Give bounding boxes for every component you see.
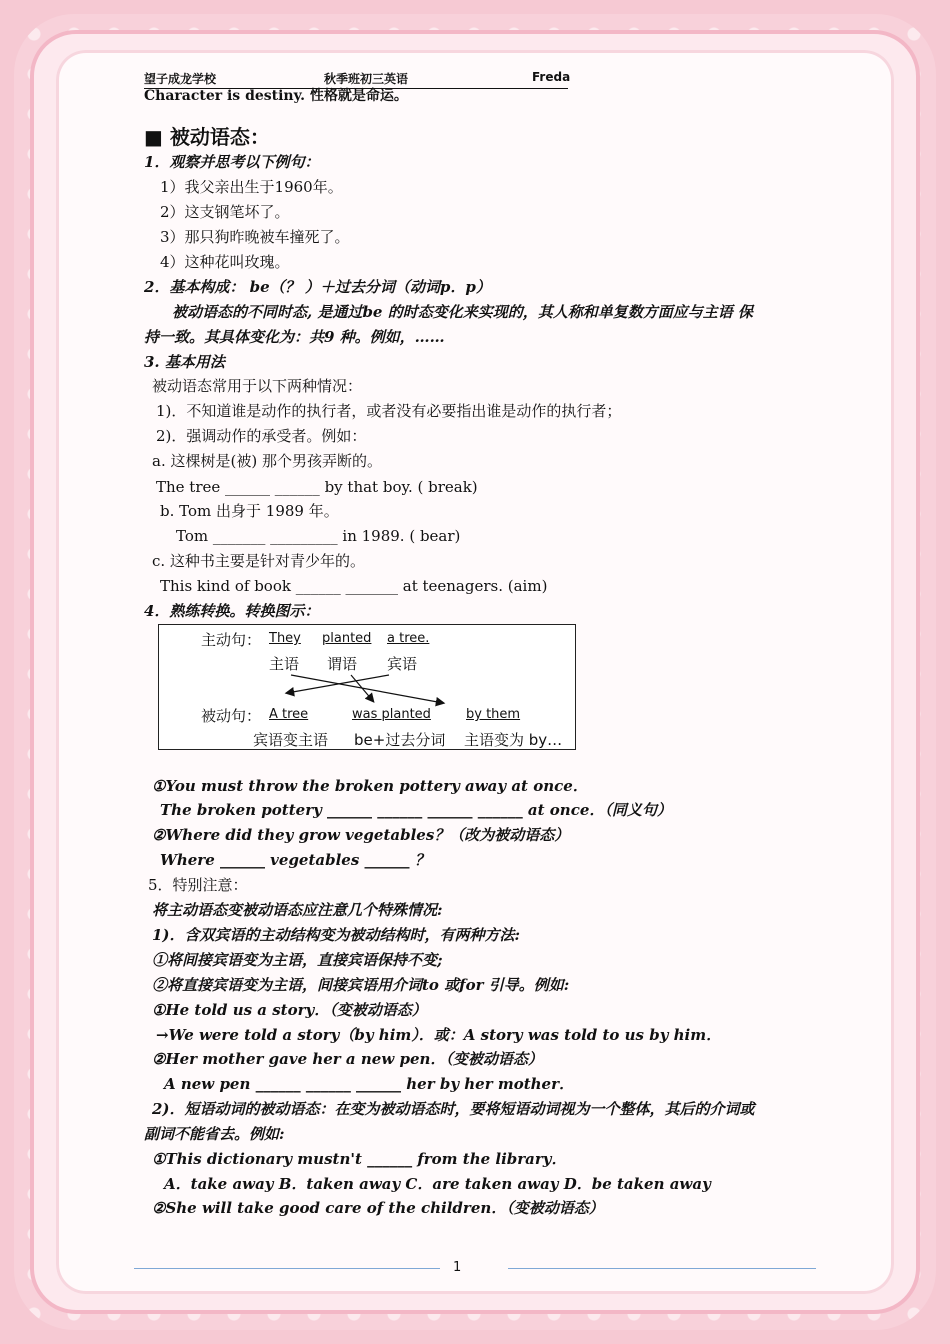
line-8: 持一致。其具体变化为：共9 种。例如，…… [144,328,445,346]
line-20: ①You must throw the broken pottery away at once． [152,777,588,795]
line-34: 副词不能省去。例如: [144,1125,285,1143]
line-36: A．take away B．taken away C．are taken away D．be taken away [164,1175,711,1193]
line-25: 将主动语态变被动语态应注意几个特殊情况: [152,901,443,919]
line-33: 2)．短语动词的被动语态：在变为被动语态时，要将短语动词视为一个整体，其后的介词或 [152,1100,755,1118]
section-title: ■ 被动语态： [144,125,270,149]
active-label: 主动句： [201,631,262,649]
conversion-diagram [158,624,576,750]
line-6: 2．基本构成： be（？ ）＋过去分词（动词p．p） [144,278,491,296]
passive-label: 被动句： [201,707,262,725]
header-teacher: Freda [532,70,571,84]
line-14: The tree ______ ______ by that boy. ( break) [156,478,478,496]
line-7: 被动语态的不同时态, 是通过be 的时态变化来实现的，其人称和单复数方面应与主语 保 [172,303,753,321]
line-17: c. 这种书主要是针对青少年的。 [152,552,365,570]
line-2: 1）我父亲出生于1960年。 [160,178,343,196]
active-word-object: a tree. [387,631,430,646]
passive-word-verb: was planted [352,707,431,722]
line-12: 2)．强调动作的承受者。例如： [156,427,367,445]
role-verb: 谓语 [327,655,358,673]
line-23: Where ______ vegetables ______ ？ [160,851,430,869]
header-school: 望子成龙学校 [144,72,217,86]
line-27: ①将间接宾语变为主语，直接宾语保持不变; [152,951,443,969]
line-11: 1)．不知道谁是动作的执行者，或者没有必要指出谁是动作的执行者； [156,402,622,420]
line-18: This kind of book ______ _______ at teenagers. (aim) [160,577,548,595]
header-course: 秋季班初三英语 [324,72,409,86]
passive-word-subject: A tree [269,707,309,722]
line-37: ②She will take good care of the children．（变被动语态） [152,1199,604,1217]
line-24: 5．特别注意： [148,876,248,894]
role-object: 宾语 [387,655,418,673]
passive-note-verb: be+过去分词 [354,731,446,749]
line-19: 4．熟练转换。转换图示： [144,602,320,620]
motto: Character is destiny. 性格就是命运。 [144,88,408,104]
line-26: 1)．含双宾语的主动结构变为被动结构时，有两种方法: [152,926,521,944]
line-29: ①He told us a story．（变被动语态） [152,1001,427,1019]
line-15: b. Tom 出身于 1989 年。 [160,502,339,520]
page-number: 1 [453,1260,462,1275]
line-4: 3）那只狗昨晚被车撞死了。 [160,228,350,246]
line-32: A new pen ______ ______ ______ her by her mother． [164,1075,575,1093]
line-9: 3. 基本用法 [144,353,225,371]
footer-rule-left [134,1268,440,1269]
line-31: ②Her mother gave her a new pen．（变被动语态） [152,1050,543,1068]
line-21: The broken pottery ______ ______ ______ ______ at once．（同义句） [160,801,672,819]
line-10: 被动语态常用于以下两种情况： [152,377,363,395]
line-16: Tom _______ _________ in 1989. ( bear) [176,527,461,545]
line-1: 1．观察并思考以下例句： [144,153,320,171]
footer-rule-right [508,1268,816,1269]
active-word-subject: They [269,631,301,646]
line-28: ②将直接宾语变为主语，间接宾语用介词to 或for 引导。例如: [152,976,570,994]
line-30: →We were told a story（by him）．或：A story was told to us by him． [156,1026,722,1044]
passive-note-subject: 宾语变主语 [253,731,329,749]
line-13: a. 这棵树是(被) 那个男孩弄断的。 [152,452,382,470]
role-subject: 主语 [269,655,300,673]
line-35: ①This dictionary mustn't ______ from the library． [152,1150,567,1168]
active-word-verb: planted [322,631,372,646]
line-5: 4）这种花叫玫瑰。 [160,253,290,271]
passive-word-by: by them [466,707,521,722]
line-22: ②Where did they grow vegetables？（改为被动语态） [152,826,570,844]
passive-note-by: 主语变为 by… [464,731,563,749]
line-3: 2）这支钢笔坏了。 [160,203,290,221]
